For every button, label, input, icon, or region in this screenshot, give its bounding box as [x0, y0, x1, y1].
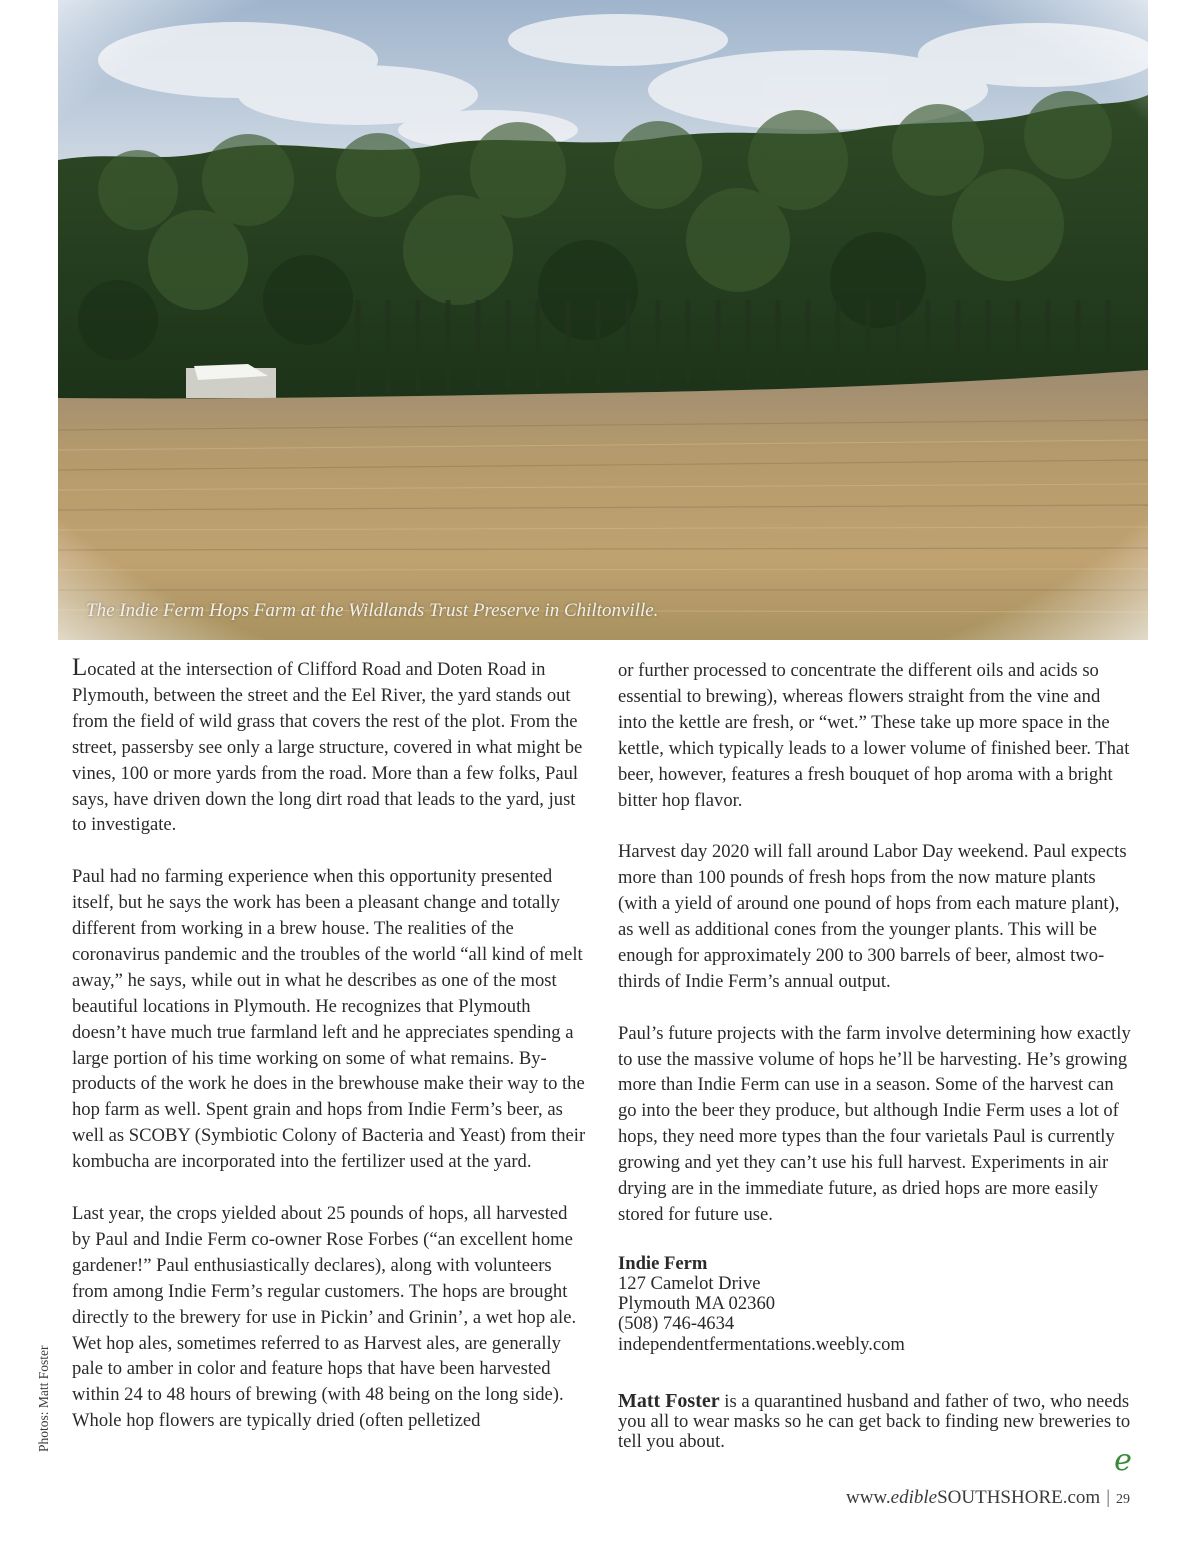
- article-paragraph: Harvest day 2020 will fall around Labor Day weekend. Paul expects more than 100 pounds of fresh hops from the now mature plants (with a yield of around one pound of hops from each mature plant), as well as additional cones from the younger plants. This will be enough for approximately 200 to 300 barrels of beer, almost two-thirds of Indie Ferm’s annual output.: [618, 841, 1127, 992]
- footer-url: [846, 1487, 1130, 1509]
- footer-www: www.: [845, 1487, 891, 1508]
- contact-street: 127 Camelot Drive: [618, 1273, 761, 1294]
- contact-block: [618, 1254, 1133, 1355]
- contact-phone: (508) 746-4634: [618, 1313, 735, 1335]
- footer-brand: SOUTHSHORE: [937, 1487, 1063, 1508]
- photo-credit: Photos: Matt Foster: [36, 1345, 51, 1452]
- footer-tld: .com: [1062, 1487, 1101, 1508]
- paragraph-text: ocated at the intersection of Clifford Road and Doten Road in Plymouth, between the street and the Eel River, the yard stands out from the field of wild grass that covers the rest of the plot. From the street, passersby see only a large structure, covered in what might be vines, 100 or more yards from the road. More than a few folks, Paul says, have driven down the long dirt road that leads to the yard, just to investigate.: [72, 659, 583, 836]
- author-name: Matt Foster: [618, 1389, 720, 1412]
- article-paragraph: Paul’s future projects with the farm involve determining how exactly to use the massive volume of hops he’ll be harvesting. He’s growing more than Indie Ferm can use in a season. Some of the harvest can go into the beer they produce, but although Indie Ferm uses a lot of hops, they need more types than the four varietals Paul is currently growing and yet they can’t use his full harvest. Experiments in air drying are in the immediate future, as dried hops are more easily stored for future use.: [618, 1022, 1131, 1225]
- page-number: 29: [1116, 1492, 1130, 1507]
- left-column: [72, 655, 587, 1460]
- contact-city: Plymouth MA 02360: [618, 1293, 776, 1315]
- footer-separator: |: [1106, 1487, 1110, 1508]
- author-bio: [618, 1391, 1133, 1453]
- footer-edible: edible: [890, 1487, 938, 1508]
- hero-photo: [58, 0, 1148, 640]
- contact-name: Indie Ferm: [618, 1252, 708, 1274]
- bio-text: is a quarantined husband and father of two, who needs you all to wear masks so he can get back to finding new breweries to tell you about.: [618, 1390, 1131, 1453]
- article-paragraph: Last year, the crops yielded about 25 pounds of hops, all harvested by Paul and Indie Ferm co-owner Rose Forbes (“an excellent home gardener!” Paul enthusiastically declares), along with volunteers from among Indie Ferm’s regular customers. The hops are brought directly to the brewery for use in Pickin’ and Grinin’, a wet hop ale. Wet hop ales, sometimes referred to as Harvest ales, are generally pale to amber in color and feature hops that have been harvested within 24 to 48 hours of brewing (with 48 being on the long side). Whole hop flowers are typically dried (often pelletized: [72, 1203, 577, 1432]
- contact-website[interactable]: independentfermentations.weebly.com: [618, 1333, 905, 1355]
- drop-cap: L: [72, 654, 88, 681]
- edible-logo-icon: e: [1114, 1443, 1132, 1478]
- hops-farm-photo: [58, 0, 1148, 640]
- article-paragraph: Paul had no farming experience when this opportunity presented itself, but he says the work has been a pleasant change and totally different from working in a brew house. The realities of the coronavirus pandemic and the troubles of the world “all kind of melt away,” he says, while out in what he describes as one of the most beautiful locations in Plymouth. He recognizes that Plymouth doesn’t have much true farmland left and he appreciates spending a large portion of his time working on some of what remains. By-products of the work he does in the brewhouse make their way to the hop farm as well. Spent grain and hops from Indie Ferm’s beer, as well as SCOBY (Symbiotic Colony of Bacteria and Yeast) from their kombucha are incorporated into the fertilizer used at the yard.: [72, 866, 586, 1173]
- right-column: [618, 658, 1133, 1452]
- article-paragraph: [72, 655, 587, 838]
- article-paragraph: or further processed to concentrate the different oils and acids so essential to brewing), whereas flowers straight from the vine and into the kettle are fresh, or “wet.” These take up more space in the kettle, which typically leads to a lower volume of finished beer. That beer, however, features a fresh bouquet of hop aroma with a bright bitter hop flavor.: [618, 660, 1130, 811]
- photo-caption: The Indie Ferm Hops Farm at the Wildlands Trust Preserve in Chiltonville.: [86, 600, 659, 621]
